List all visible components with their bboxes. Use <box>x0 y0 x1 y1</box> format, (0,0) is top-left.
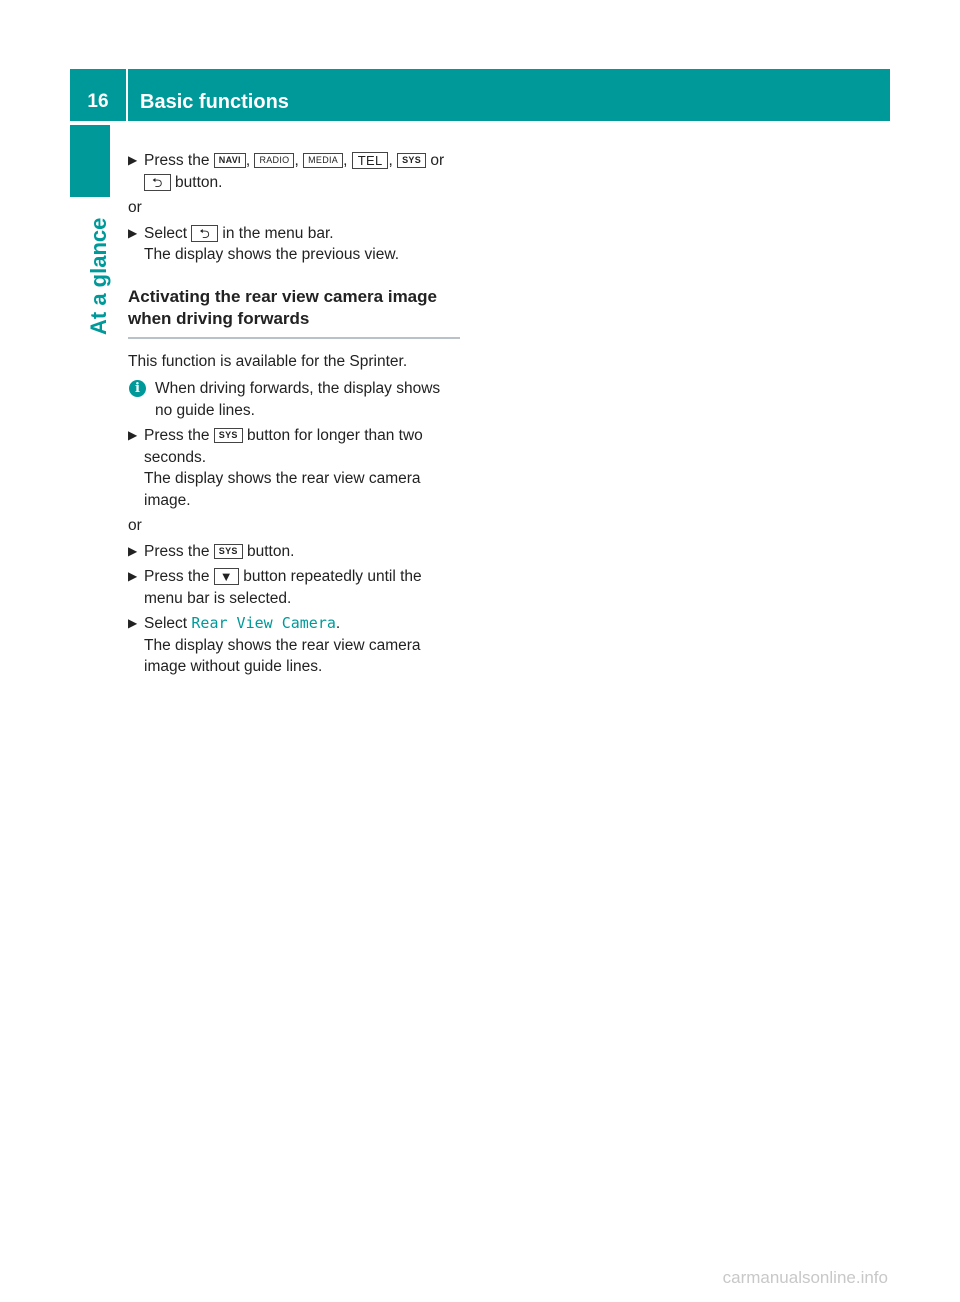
back-key-icon: ⮌ <box>144 174 171 191</box>
radio-key-icon: RADIO <box>254 153 294 168</box>
page-number: 16 <box>87 91 109 112</box>
instruction-step: ▶ Press the SYS button. <box>128 541 460 563</box>
body-paragraph: This function is available for the Sprinter. <box>128 352 408 370</box>
media-key-icon: MEDIA <box>303 153 343 168</box>
arrow-right-icon: ▶ <box>128 543 138 558</box>
menu-item-text: Rear View Camera <box>191 614 336 632</box>
subsection-heading: Activating the rear view camera image when driving forwards <box>128 286 460 339</box>
instruction-step: ▶ Press the ▼ button repeatedly until the menu bar is selected. <box>128 568 422 607</box>
side-tab-label: At a glance <box>86 217 111 335</box>
main-content <box>128 150 460 682</box>
instruction-step: ▶ Select Rear View Camera. The display shows the rear view camera image without guide lines. <box>128 614 421 675</box>
instruction-step: ▶ Select ⮌ in the menu bar. The display shows the previous view. <box>128 224 400 263</box>
down-key-icon: ▼ <box>214 568 239 585</box>
header-divider <box>126 69 128 121</box>
or-text: or <box>128 199 142 216</box>
instruction-step: ▶ Press the NAVI , RADIO , MEDIA , TEL , SYS or ⮌ button. <box>128 152 445 191</box>
arrow-right-icon: ▶ <box>128 569 138 583</box>
section-title: Basic functions <box>140 91 289 113</box>
step-result: The display shows the previous view. <box>144 246 400 263</box>
back-key-icon: ⮌ <box>191 225 218 242</box>
instruction-step: ▶ Press the SYS button for longer than two seconds. The display shows the rear view camera image. <box>128 427 423 509</box>
sys-key-icon: SYS <box>397 153 426 168</box>
arrow-right-icon: ▶ <box>128 225 138 240</box>
side-tab-marker <box>70 125 110 197</box>
info-icon: i <box>129 380 146 397</box>
sys-key-icon: SYS <box>214 544 243 559</box>
step-result: The display shows the rear view camera image. <box>144 470 421 509</box>
info-note: i When driving forwards, the display shows no guide lines. <box>128 378 460 421</box>
arrow-right-icon: ▶ <box>128 428 138 442</box>
step-result: The display shows the rear view camera image without guide lines. <box>144 636 421 675</box>
tel-key-icon: TEL <box>352 152 389 169</box>
arrow-right-icon: ▶ <box>128 153 138 167</box>
footer-watermark: carmanualsonline.info <box>722 1268 888 1287</box>
navi-key-icon: NAVI <box>214 153 246 168</box>
arrow-right-icon: ▶ <box>128 616 138 630</box>
or-text: or <box>128 517 142 534</box>
sys-key-icon: SYS <box>214 428 243 443</box>
